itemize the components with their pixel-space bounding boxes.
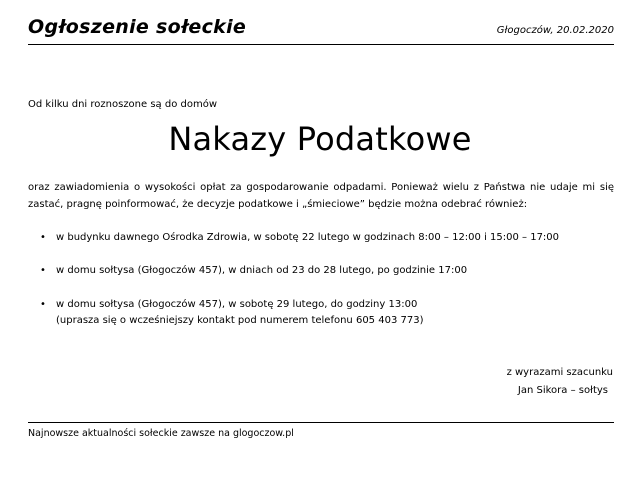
bullet-icon: • — [40, 299, 46, 310]
list-item-text: w domu sołtysa (Głogoczów 457), w sobotę 29 lutego, do godziny 13:00 — [56, 299, 418, 310]
list-item — [40, 263, 467, 279]
list-item-text: w budynku dawnego Ośrodka Zdrowia, w sobotę 22 lutego w godzinach 8:00 – 12:00 i 15:00 – 17:00 — [56, 232, 560, 243]
footer-divider — [28, 422, 614, 423]
list-item-text: w domu sołtysa (Głogoczów 457), w dniach od 23 do 28 lutego, po godzinie 17:00 — [56, 265, 468, 276]
header-divider — [28, 44, 614, 45]
headline: Nakazy Podatkowe — [168, 120, 472, 158]
header — [28, 16, 614, 44]
date-place: Głogoczów, 20.02.2020 — [496, 25, 614, 36]
bullet-icon: • — [40, 232, 46, 243]
bullet-icon: • — [40, 265, 46, 276]
footer-text: Najnowsze aktualności sołeckie zawsze na glogoczow.pl — [28, 428, 294, 439]
signature-name: Jan Sikora – sołtys — [517, 385, 608, 396]
body-paragraph: oraz zawiadomienia o wysokości opłat za gospodarowanie odpadami. Ponieważ wielu z Państwa nie udaje mi się zastać, pragnę poinformować, że decyzje podatkowe i „śmieciowe” będzie można odebrać również: — [28, 182, 614, 210]
list-item-note: (uprasza się o wcześniejszy kontakt pod numerem telefonu 605 403 773) — [56, 315, 424, 326]
signature — [507, 364, 613, 400]
page-title: Ogłoszenie sołeckie — [28, 16, 247, 38]
intro-text: Od kilku dni roznoszone są do domów — [28, 99, 218, 110]
signature-greeting: z wyrazami szacunku — [506, 367, 613, 378]
list-item — [40, 230, 559, 246]
list-item — [40, 297, 423, 329]
